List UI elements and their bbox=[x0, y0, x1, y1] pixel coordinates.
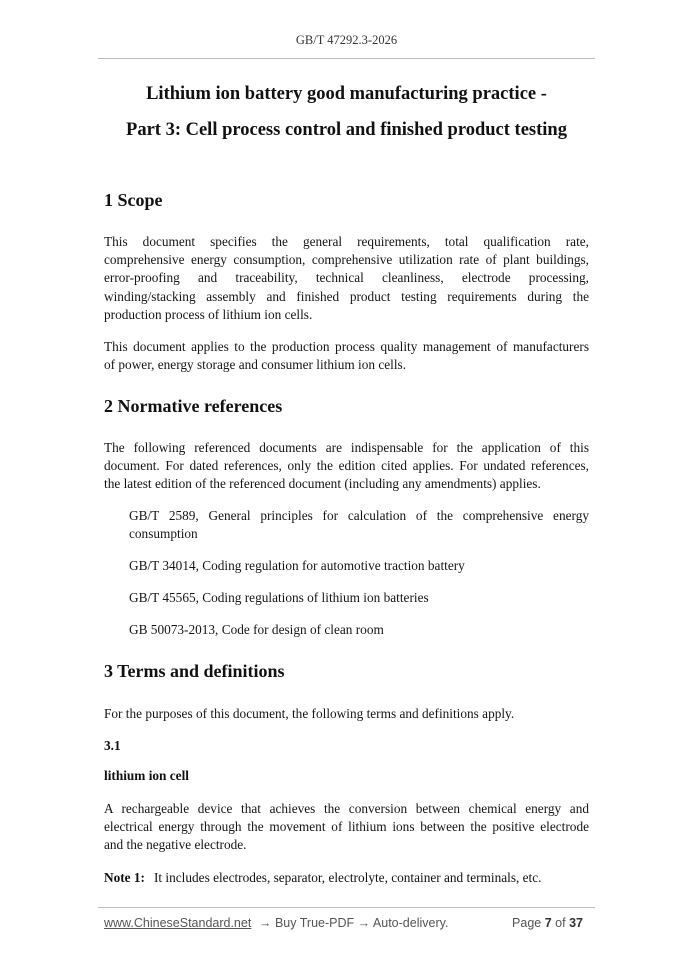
document-title-line-1: Lithium ion battery good manufacturing practice - bbox=[146, 84, 547, 104]
page-header: GB/T 47292.3-2026 bbox=[295, 33, 398, 47]
document-title-line-2: Part 3: Cell process control and finished product testing bbox=[126, 120, 567, 140]
page-word: Page bbox=[512, 916, 542, 930]
section-heading-terms-and-definitions: 3 Terms and definitions bbox=[104, 661, 285, 681]
text-line: GB/T 45565, Coding regulations of lithium ion batteries bbox=[129, 590, 429, 605]
terms-intro bbox=[104, 705, 589, 723]
text-line: This document specifies the general requirements, total qualification rate, bbox=[104, 234, 589, 249]
header-divider bbox=[98, 58, 595, 59]
page-total: 37 bbox=[569, 916, 583, 930]
reference-item bbox=[129, 589, 589, 607]
note-text: It includes electrodes, separator, electrolyte, container and terminals, etc. bbox=[153, 870, 542, 885]
text-line: winding/stacking assembly and finished product testing requirements during the bbox=[104, 288, 589, 304]
text-line: This document applies to the production process quality management of manufacturers bbox=[104, 339, 589, 354]
footer-tagline: → Buy True-PDF → Auto-delivery. bbox=[259, 916, 449, 930]
text-line: The following referenced documents are indispensable for the application of this bbox=[104, 440, 589, 455]
reference-item bbox=[129, 557, 589, 575]
page-footer bbox=[104, 916, 589, 934]
reference-item bbox=[129, 621, 589, 639]
text-line: the latest edition of the referenced document (including any amendments) applies. bbox=[104, 476, 541, 492]
text-line: electrical energy through the movement of lithium ions between the positive electrode bbox=[104, 819, 589, 835]
page-number: 7 bbox=[544, 916, 552, 930]
text-line: GB 50073-2013, Code for design of clean room bbox=[129, 622, 384, 637]
reference-item bbox=[129, 507, 589, 543]
text-line: GB/T 2589, General principles for calculation of the comprehensive energy bbox=[129, 508, 589, 523]
references-intro bbox=[104, 439, 589, 494]
text-line: of power, energy storage and consumer lithium ion cells. bbox=[104, 357, 407, 373]
scope-paragraph-1 bbox=[104, 233, 589, 324]
text-line: and the negative electrode. bbox=[104, 837, 247, 853]
term-definition bbox=[104, 800, 589, 855]
text-line: error-proofing and traceability, technical cleanliness, electrode processing, bbox=[104, 270, 589, 286]
text-line: document. For dated references, only the edition cited applies. For undated references, bbox=[104, 458, 589, 474]
site-link[interactable]: www.ChineseStandard.net bbox=[104, 916, 252, 930]
note-label: Note 1: bbox=[104, 870, 145, 885]
section-heading-scope: 1 Scope bbox=[104, 190, 163, 210]
scope-paragraph-2 bbox=[104, 338, 589, 374]
term-number: 3.1 bbox=[104, 738, 121, 753]
text-line: consumption bbox=[129, 526, 198, 542]
text-line: For the purposes of this document, the following terms and definitions apply. bbox=[104, 706, 515, 721]
text-line: production process of lithium ion cells. bbox=[104, 306, 313, 322]
of-word: of bbox=[555, 916, 566, 930]
term-note bbox=[104, 870, 589, 886]
term-name: lithium ion cell bbox=[104, 768, 189, 783]
text-line: A rechargeable device that achieves the conversion between chemical energy and bbox=[104, 801, 589, 816]
footer-divider bbox=[98, 907, 595, 908]
section-heading-normative-references: 2 Normative references bbox=[104, 396, 283, 416]
page-indicator bbox=[512, 916, 583, 930]
text-line: GB/T 34014, Coding regulation for automotive traction battery bbox=[129, 558, 465, 573]
text-line: comprehensive energy consumption, comprehensive utilization rate of plant buildings, bbox=[104, 252, 589, 268]
